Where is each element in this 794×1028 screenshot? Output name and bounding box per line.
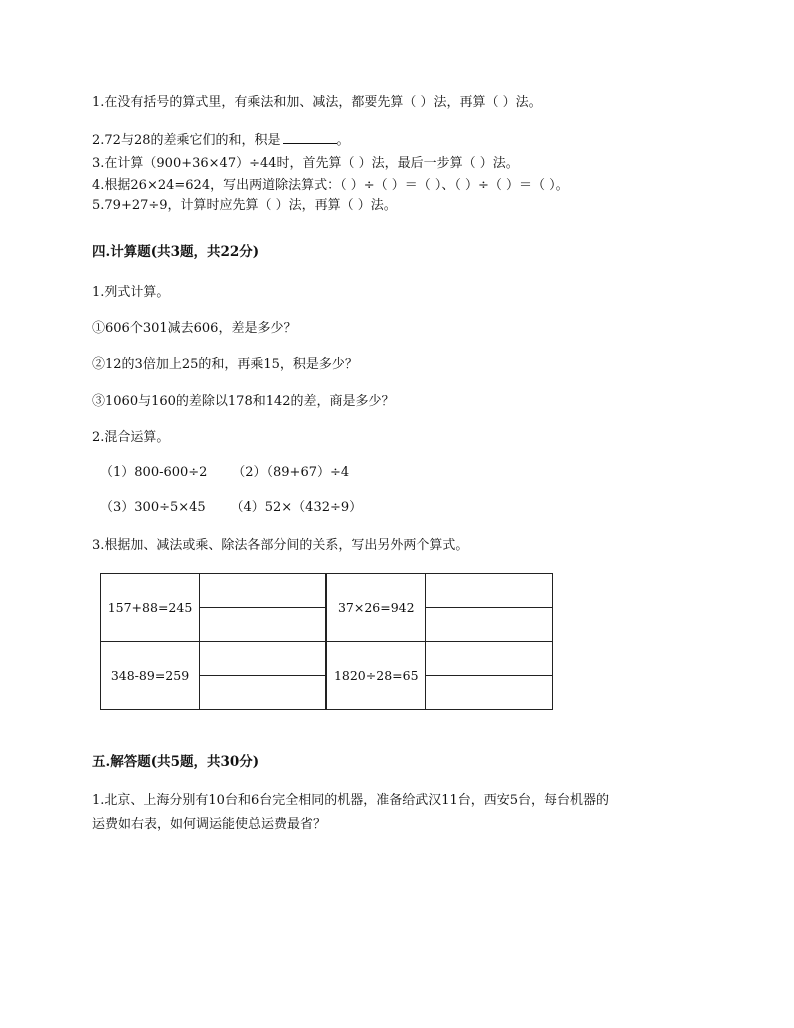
section-4-heading: 四.计算题(共3题，共22分): [92, 244, 260, 260]
problem-2-title: 2.混合运算。: [92, 430, 170, 445]
answer-cell[interactable]: [200, 642, 327, 710]
section-5-heading: 五.解答题(共5题，共30分): [92, 754, 260, 770]
problem-1-item: ①606个301减去606，差是多少？: [92, 321, 297, 336]
question-3: 3.在计算（900+36×47）÷44时，首先算（ ）法，最后一步算（ ）法。: [92, 156, 519, 171]
answer-line[interactable]: [426, 676, 552, 709]
problem-2-row: （3）300÷5×45 （4）52×（432÷9）: [100, 500, 363, 515]
table-row: [101, 642, 553, 710]
answer-cell[interactable]: [426, 642, 553, 710]
question-5: 5.79+27÷9，计算时应先算（ ）法，再算（ ）法。: [92, 198, 397, 213]
answer-line[interactable]: [426, 574, 552, 608]
answer-line[interactable]: [200, 642, 325, 676]
problem-3-title: 3.根据加、减法或乘、除法各部分间的关系，写出另外两个算式。: [92, 538, 469, 553]
answer-line[interactable]: [426, 642, 552, 676]
answer-cell[interactable]: [200, 574, 327, 642]
answer-line[interactable]: [426, 608, 552, 641]
equation-cell: 157+88=245: [101, 574, 200, 642]
solve-question-1: 1.北京、上海分别有10台和6台完全相同的机器，准备给武汉11台，西安5台，每台机器的: [92, 793, 610, 808]
solve-question-1-cont: 运费如右表，如何调运能使总运费最省？: [92, 817, 327, 832]
question-2-text: 2.72与28的差乘它们的和，积是: [92, 133, 281, 148]
question-4: 4.根据26×24=624，写出两道除法算式：（ ）÷（ ）＝（ ）、（ ）÷（ ）＝（ ）。: [92, 178, 569, 193]
question-2: [92, 131, 350, 150]
table-row: [101, 574, 553, 642]
answer-line[interactable]: [200, 608, 325, 641]
answer-blank[interactable]: [283, 131, 337, 144]
answer-line[interactable]: [200, 676, 325, 709]
question-1: 1.在没有括号的算式里，有乘法和加、减法，都要先算（ ）法，再算（ ）法。: [92, 95, 542, 110]
problem-1-title: 1.列式计算。: [92, 285, 170, 300]
problem-1-item: ③1060与160的差除以178和142的差，商是多少？: [92, 394, 395, 409]
relations-table: [100, 573, 553, 710]
answer-line[interactable]: [200, 574, 325, 608]
problem-2-row: （1）800-600÷2 （2）（89+67）÷4: [100, 465, 350, 480]
equation-cell: 37×26=942: [326, 574, 426, 642]
equation-cell: 348-89=259: [101, 642, 200, 710]
question-2-end: 。: [336, 133, 350, 148]
equation-cell: 1820÷28=65: [326, 642, 426, 710]
answer-cell[interactable]: [426, 574, 553, 642]
problem-1-item: ②12的3倍加上25的和，再乘15，积是多少？: [92, 357, 358, 372]
